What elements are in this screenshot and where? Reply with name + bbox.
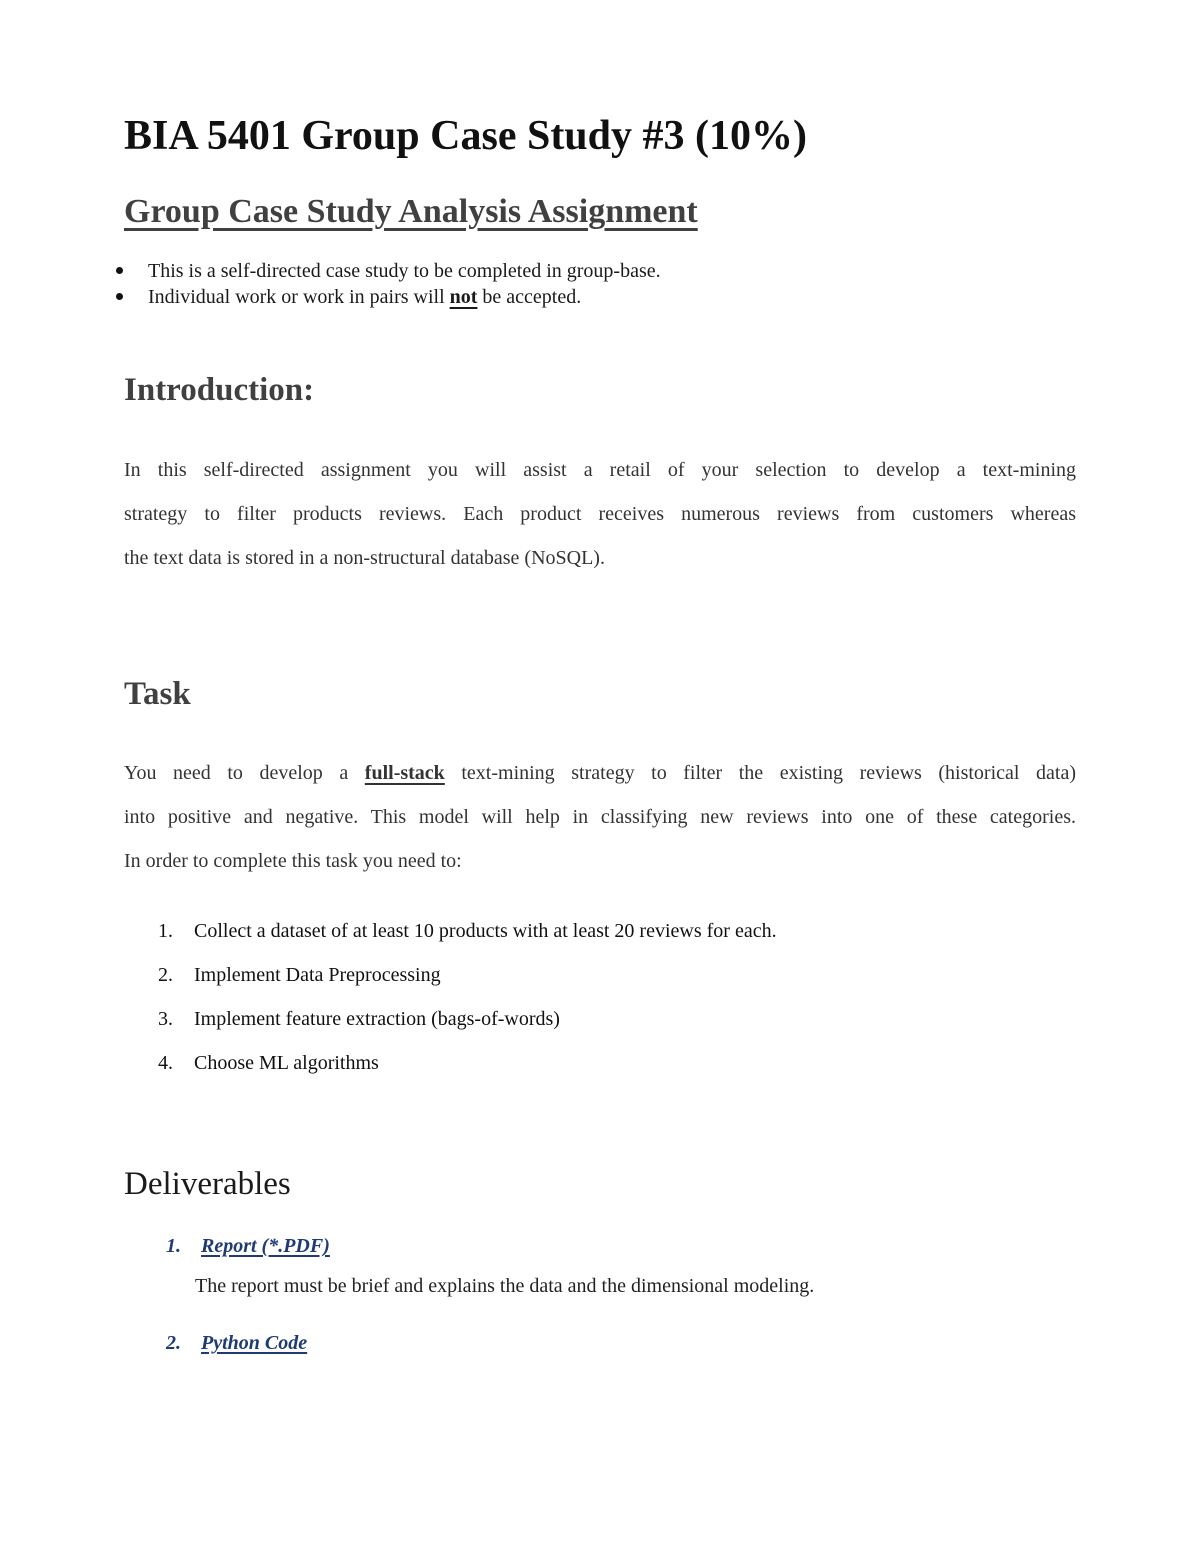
list-number: 1.: [158, 920, 173, 942]
list-text: Implement feature extraction (bags-of-words): [194, 1008, 560, 1030]
task-heading: Task: [124, 676, 191, 712]
bullet-icon: [116, 267, 123, 274]
deliverable-item: [166, 1332, 307, 1355]
deliverable-label: Report (*.PDF): [201, 1235, 330, 1257]
bullet-text: This is a self-directed case study to be completed in group-base.: [148, 260, 661, 282]
deliverable-number: 2.: [166, 1332, 181, 1354]
deliverable-label: Python Code: [201, 1332, 308, 1354]
bullet-text-start: Individual work or work in pairs will: [148, 286, 450, 308]
task-paragraph: [124, 751, 1076, 883]
bullet-emphasis: not: [449, 286, 478, 308]
list-text: Choose ML algorithms: [194, 1052, 379, 1074]
list-number: 2.: [158, 964, 173, 986]
paragraph-line: strategy to filter products reviews. Each product receives numerous reviews from customers whereas: [124, 503, 1076, 525]
list-text: Collect a dataset of at least 10 products with at least 20 reviews for each.: [194, 920, 777, 942]
document-subtitle: Group Case Study Analysis Assignment: [124, 193, 698, 230]
deliverable-number: 1.: [166, 1235, 181, 1257]
paragraph-line: In this self-directed assignment you will assist a retail of your selection to develop a text-mining: [124, 459, 1076, 481]
paragraph-line: [124, 751, 1076, 795]
bullet-item: [116, 286, 581, 309]
deliverable-description: The report must be brief and explains the data and the dimensional modeling.: [195, 1275, 815, 1297]
list-item: [158, 1008, 560, 1031]
introduction-heading: Introduction:: [124, 372, 315, 408]
bullet-icon: [116, 293, 123, 300]
bullet-item: [116, 260, 661, 283]
list-number: 3.: [158, 1008, 173, 1030]
document-title: BIA 5401 Group Case Study #3 (10%): [124, 113, 807, 159]
list-item: [158, 1052, 379, 1075]
task-line-start: You need to develop a: [124, 762, 365, 784]
task-line-end: text-mining strategy to filter the existing reviews (historical data): [444, 762, 1076, 784]
list-item: [158, 920, 777, 943]
paragraph-line: In order to complete this task you need to:: [124, 850, 462, 872]
list-text: Implement Data Preprocessing: [194, 964, 441, 986]
introduction-paragraph: [124, 448, 1076, 580]
paragraph-line: the text data is stored in a non-structural database (NoSQL).: [124, 547, 605, 569]
deliverables-heading: Deliverables: [124, 1166, 291, 1202]
list-number: 4.: [158, 1052, 173, 1074]
bullet-text-end: be accepted.: [477, 286, 582, 308]
list-item: [158, 964, 441, 987]
task-emphasis: full-stack: [364, 762, 445, 784]
paragraph-line: into positive and negative. This model will help in classifying new reviews into one of these categories.: [124, 806, 1076, 828]
deliverable-item: [166, 1235, 330, 1258]
